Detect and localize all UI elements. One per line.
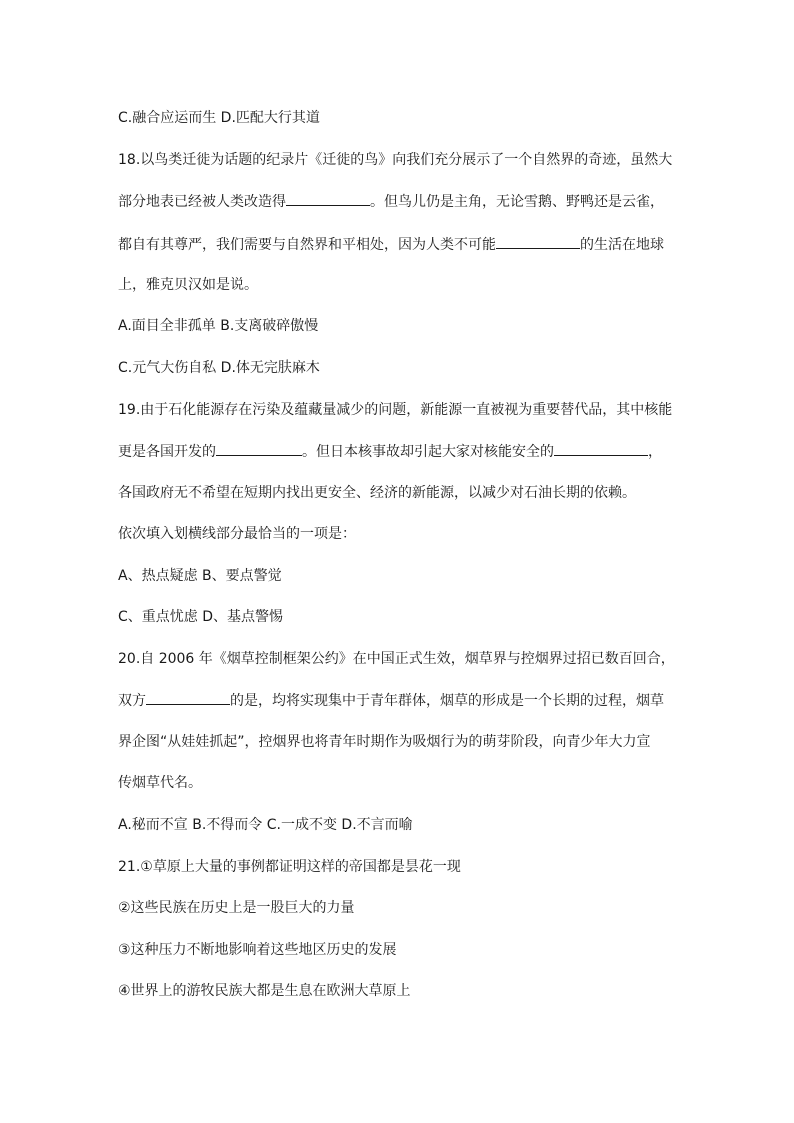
q21-sentence-4: ④世界上的游牧民族大都是生息在欧洲大草原上 xyxy=(118,983,411,999)
answer-blank xyxy=(554,442,648,456)
q21-sentence-2: ②这些民族在历史上是一股巨大的力量 xyxy=(118,900,355,916)
q18-options-cd: C.元气大伤自私 D.体无完肤麻木 xyxy=(118,360,320,376)
q18-line-2-after: 。但鸟儿仍是主角，无论雪鹅、野鸭还是云雀， xyxy=(370,194,664,210)
q19-options-cd: C、重点忧虑 D、基点警惕 xyxy=(118,609,284,625)
q20-line-2-after: 的是，均将实现集中于青年群体，烟草的形成是一个长期的过程，烟草 xyxy=(230,693,664,709)
q19-line-2-middle: 。但日本核事故却引起大家对核能安全的 xyxy=(302,444,554,460)
q21-sentence-1: 21.①草原上大量的事例都证明这样的帝国都是昙花一现 xyxy=(118,859,461,875)
q19-instruction: 依次填入划横线部分最恰当的一项是： xyxy=(118,526,356,542)
q20-line-2-before: 双方 xyxy=(118,693,146,709)
q19-line-3: 各国政府无不希望在短期内找出更安全、经济的新能源，以减少对石油长期的依赖。 xyxy=(118,485,636,501)
q17-options-cd: C.融合应运而生 D.匹配大行其道 xyxy=(118,110,320,126)
q18-options-ab: A.面目全非孤单 B.支离破碎傲慢 xyxy=(118,318,319,334)
q18-line-3 xyxy=(118,235,664,254)
q19-options-ab: A、热点疑虑 B、要点警觉 xyxy=(118,568,282,584)
q18-line-2-before: 部分地表已经被人类改造得 xyxy=(118,194,286,210)
q18-line-1: 18.以鸟类迁徙为话题的纪录片《迁徙的鸟》向我们充分展示了一个自然界的奇迹，虽然大 xyxy=(118,152,673,168)
answer-blank xyxy=(286,192,370,206)
q20-line-2 xyxy=(118,691,664,710)
q21-sentence-3: ③这种压力不断地影响着这些地区历史的发展 xyxy=(118,942,397,958)
answer-blank xyxy=(496,235,580,249)
q19-line-2-before: 更是各国开发的 xyxy=(118,444,216,460)
q20-line-3: 界企图“从娃娃抓起”，控烟界也将青年时期作为吸烟行为的萌芽阶段，向青少年大力宣 xyxy=(118,734,651,750)
q19-line-1: 19.由于石化能源存在污染及蕴藏量减少的问题，新能源一直被视为重要替代品，其中核能 xyxy=(118,402,673,418)
q18-line-3-after: 的生活在地球 xyxy=(580,237,664,253)
q20-options: A.秘而不宣 B.不得而令 C.一成不变 D.不言而喻 xyxy=(118,817,413,833)
q18-line-2 xyxy=(118,192,664,211)
q18-line-3-before: 都自有其尊严，我们需要与自然界和平相处，因为人类不可能 xyxy=(118,237,496,253)
q20-line-4: 传烟草代名。 xyxy=(118,775,202,791)
q20-line-1: 20.自 2006 年《烟草控制框架公约》在中国正式生效，烟草界与控烟界过招已数百回合， xyxy=(118,651,675,667)
answer-blank xyxy=(146,691,230,705)
q19-line-2 xyxy=(118,442,662,461)
q18-line-4: 上，雅克贝汉如是说。 xyxy=(118,277,258,293)
answer-blank xyxy=(216,442,302,456)
q19-line-2-after: ， xyxy=(648,444,662,460)
